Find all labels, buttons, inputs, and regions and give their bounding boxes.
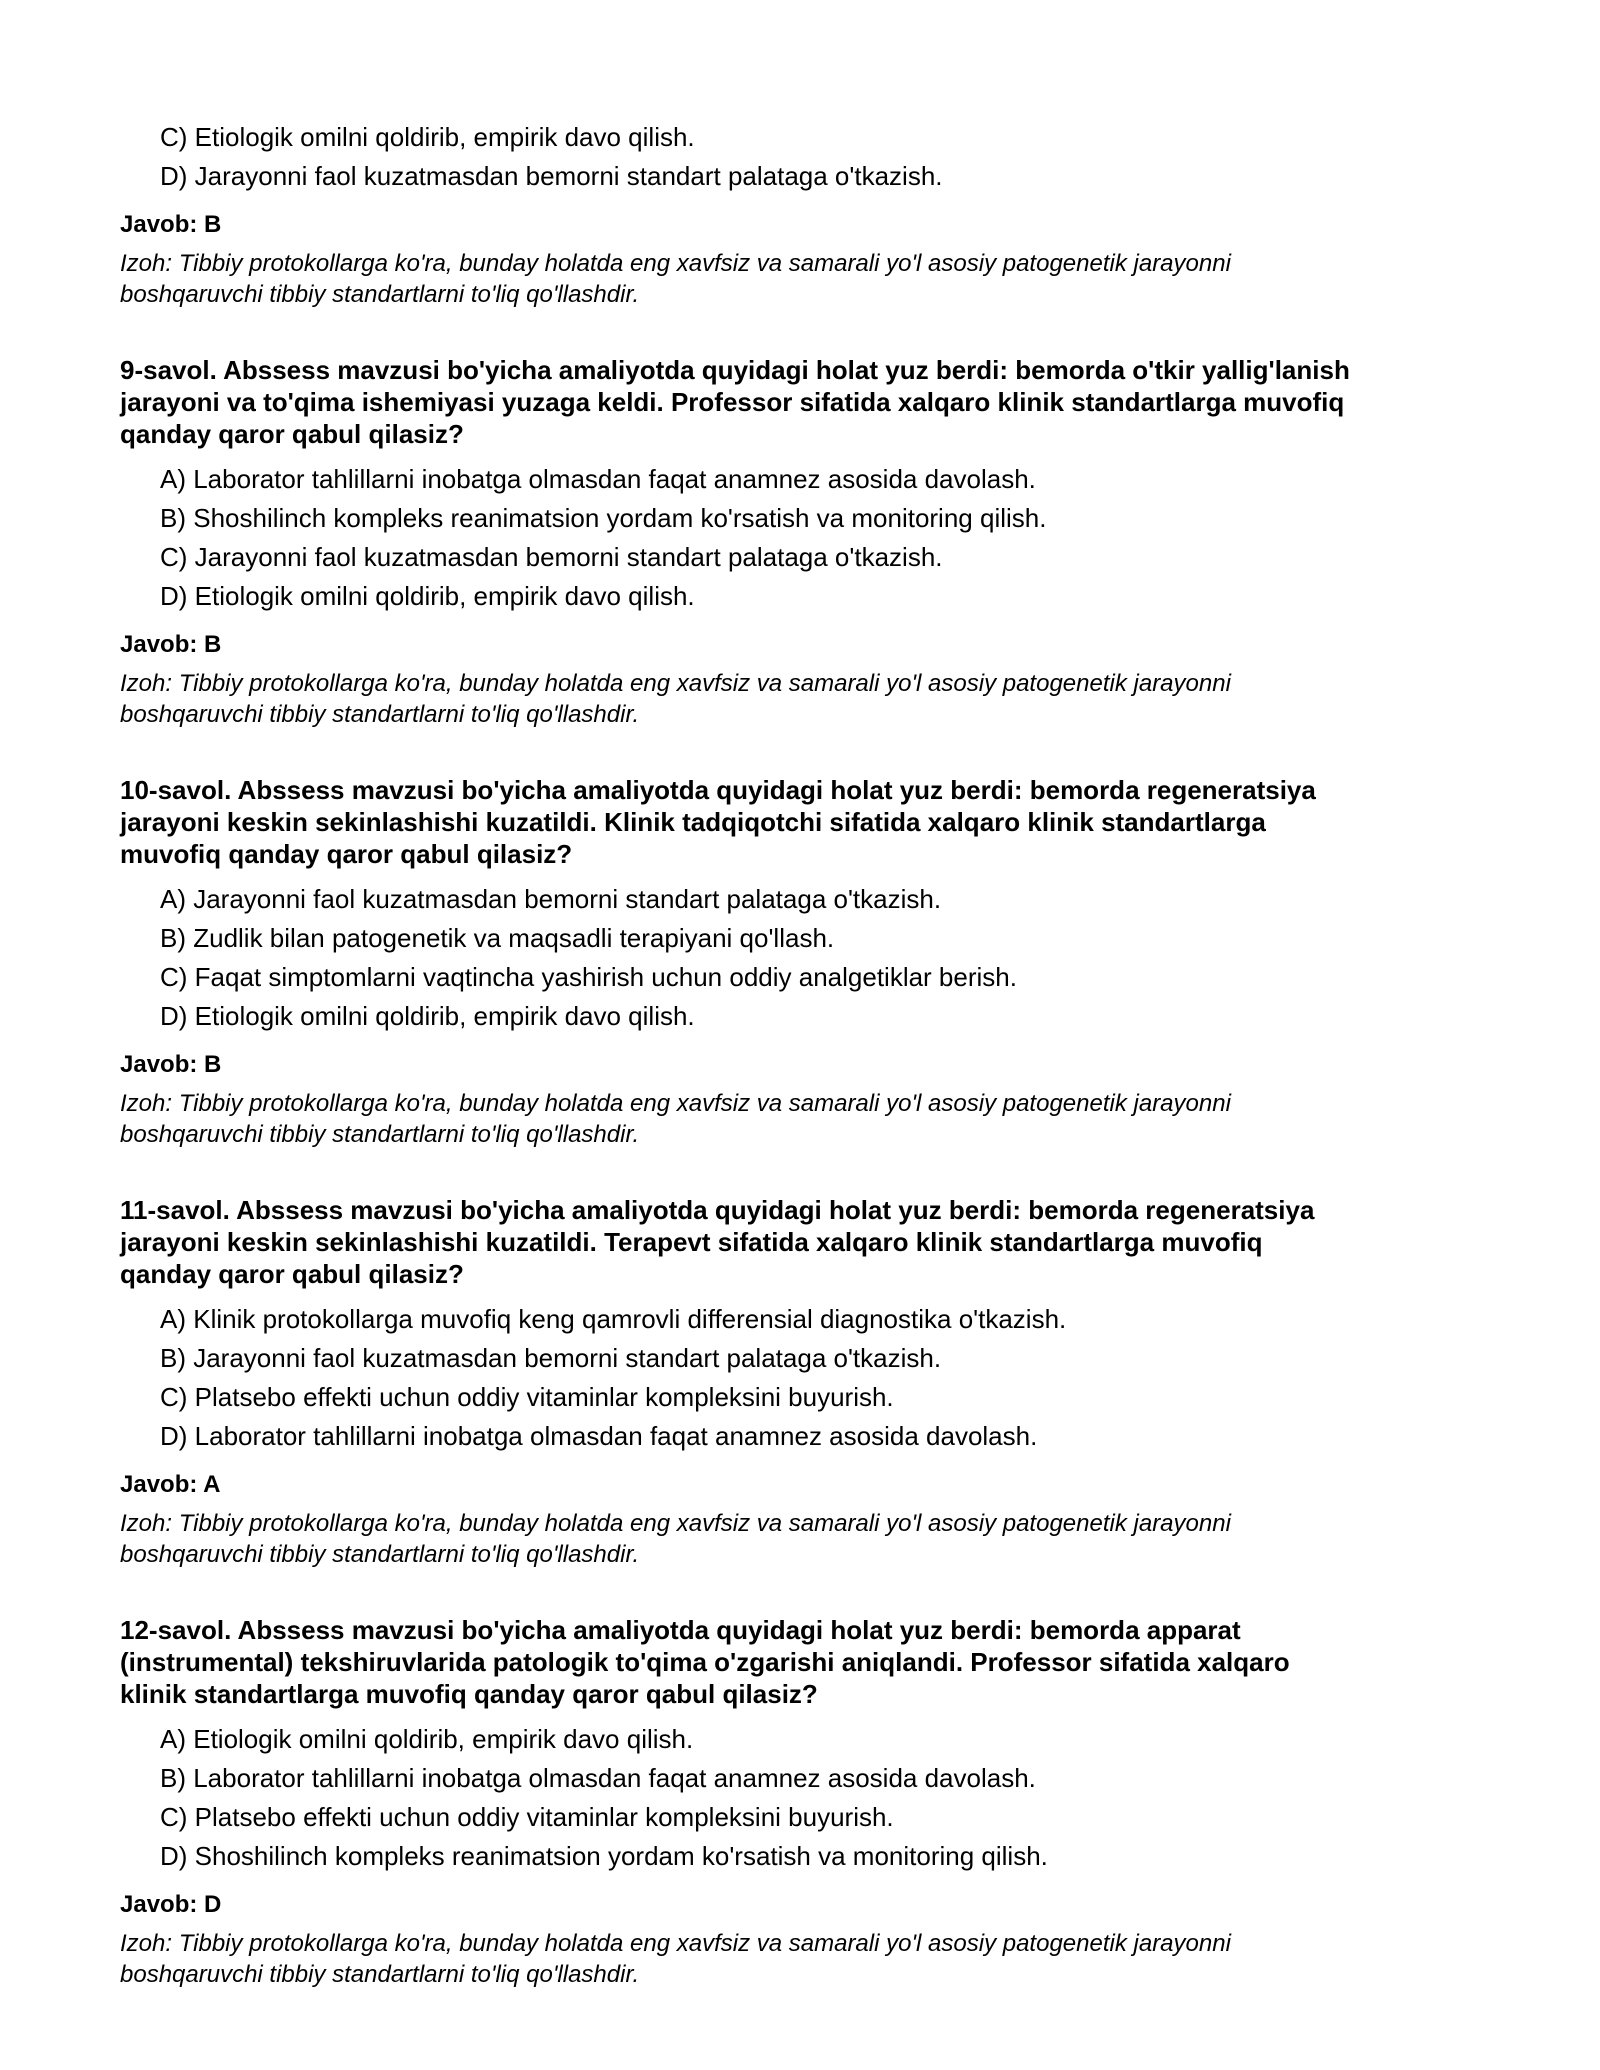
explanation — [120, 668, 1500, 730]
question-10 — [120, 774, 1500, 1150]
option-c: C) Platsebo effekti uchun oddiy vitaminlar kompleksini buyurish. — [160, 1802, 894, 1832]
explanation-line: boshqaruvchi tibbiy standartlarni to'liq qo'llashdir. — [120, 1961, 640, 1988]
option-a: A) Laborator tahlillarni inobatga olmasdan faqat anamnez asosida davolash. — [160, 464, 1036, 494]
question-line: 11-savol. Abssess mavzusi bo'yicha amaliyotda quyidagi holat yuz berdi: bemorda regeneratsiya — [120, 1195, 1315, 1225]
explanation-line: Izoh: Tibbiy protokollarga ko'ra, bunday holatda eng xavfsiz va samarali yo'l asosiy patogenetik jarayonni — [120, 670, 1231, 697]
options-list — [120, 460, 1500, 616]
document-page — [120, 0, 1500, 1990]
question-line: jarayoni keskin sekinlashishi kuzatildi. Klinik tadqiqotchi sifatida xalqaro klinik standartlarga — [120, 807, 1266, 837]
option-a: A) Klinik protokollarga muvofiq keng qamrovli differensial diagnostika o'tkazish. — [160, 1304, 1067, 1334]
option-d: D) Jarayonni faol kuzatmasdan bemorni standart palataga o'tkazish. — [160, 161, 943, 191]
question-text — [120, 1194, 1500, 1290]
explanation — [120, 1928, 1500, 1990]
question-line: 10-savol. Abssess mavzusi bo'yicha amaliyotda quyidagi holat yuz berdi: bemorda regeneratsiya — [120, 775, 1316, 805]
explanation-line: Izoh: Tibbiy protokollarga ko'ra, bunday holatda eng xavfsiz va samarali yo'l asosiy patogenetik jarayonni — [120, 1930, 1231, 1957]
explanation-line: boshqaruvchi tibbiy standartlarni to'liq qo'llashdir. — [120, 1541, 640, 1568]
explanation-line: Izoh: Tibbiy protokollarga ko'ra, bunday holatda eng xavfsiz va samarali yo'l asosiy patogenetik jarayonni — [120, 1510, 1231, 1537]
answer: Javob: B — [120, 631, 222, 658]
option-d: D) Shoshilinch kompleks reanimatsion yordam ko'rsatish va monitoring qilish. — [160, 1841, 1048, 1871]
question-text — [120, 774, 1500, 870]
question-line: (instrumental) tekshiruvlarida patologik to'qima o'zgarishi aniqlandi. Professor sifatida xalqaro — [120, 1647, 1290, 1677]
answer: Javob: B — [120, 1051, 222, 1078]
question-11 — [120, 1194, 1500, 1570]
option-d: D) Laborator tahlillarni inobatga olmasdan faqat anamnez asosida davolash. — [160, 1421, 1038, 1451]
option-c: C) Platsebo effekti uchun oddiy vitaminlar kompleksini buyurish. — [160, 1382, 894, 1412]
answer: Javob: D — [120, 1891, 222, 1918]
options-list — [120, 118, 1500, 196]
option-b: B) Laborator tahlillarni inobatga olmasdan faqat anamnez asosida davolash. — [160, 1763, 1036, 1793]
option-d: D) Etiologik omilni qoldirib, empirik davo qilish. — [160, 1001, 695, 1031]
option-a: A) Etiologik omilni qoldirib, empirik davo qilish. — [160, 1724, 694, 1754]
explanation-line: boshqaruvchi tibbiy standartlarni to'liq qo'llashdir. — [120, 281, 640, 308]
option-c: C) Jarayonni faol kuzatmasdan bemorni standart palataga o'tkazish. — [160, 542, 943, 572]
question-text — [120, 354, 1500, 450]
question-line: 12-savol. Abssess mavzusi bo'yicha amaliyotda quyidagi holat yuz berdi: bemorda apparat — [120, 1615, 1241, 1645]
question-line: qanday qaror qabul qilasiz? — [120, 419, 464, 449]
explanation — [120, 1508, 1500, 1570]
question-text — [120, 1614, 1500, 1710]
explanation-line: boshqaruvchi tibbiy standartlarni to'liq qo'llashdir. — [120, 1121, 640, 1148]
carryover-block — [120, 0, 1500, 310]
explanation — [120, 1088, 1500, 1150]
question-line: qanday qaror qabul qilasiz? — [120, 1259, 464, 1289]
question-9 — [120, 354, 1500, 730]
option-a: A) Jarayonni faol kuzatmasdan bemorni standart palataga o'tkazish. — [160, 884, 942, 914]
options-list — [120, 880, 1500, 1036]
explanation-line: Izoh: Tibbiy protokollarga ko'ra, bunday holatda eng xavfsiz va samarali yo'l asosiy patogenetik jarayonni — [120, 1090, 1231, 1117]
question-line: jarayoni va to'qima ishemiyasi yuzaga keldi. Professor sifatida xalqaro klinik standartlarga muvofiq — [120, 387, 1345, 417]
option-c: C) Faqat simptomlarni vaqtincha yashirish uchun oddiy analgetiklar berish. — [160, 962, 1017, 992]
option-d: D) Etiologik omilni qoldirib, empirik davo qilish. — [160, 581, 695, 611]
answer: Javob: A — [120, 1471, 221, 1498]
question-line: muvofiq qanday qaror qabul qilasiz? — [120, 839, 573, 869]
explanation-line: Izoh: Tibbiy protokollarga ko'ra, bunday holatda eng xavfsiz va samarali yo'l asosiy patogenetik jarayonni — [120, 250, 1231, 277]
question-line: jarayoni keskin sekinlashishi kuzatildi. Terapevt sifatida xalqaro klinik standartlarga muvofiq — [120, 1227, 1263, 1257]
option-b: B) Zudlik bilan patogenetik va maqsadli terapiyani qo'llash. — [160, 923, 835, 953]
option-b: B) Jarayonni faol kuzatmasdan bemorni standart palataga o'tkazish. — [160, 1343, 942, 1373]
explanation-line: boshqaruvchi tibbiy standartlarni to'liq qo'llashdir. — [120, 701, 640, 728]
question-12 — [120, 1614, 1500, 1990]
option-b: B) Shoshilinch kompleks reanimatsion yordam ko'rsatish va monitoring qilish. — [160, 503, 1047, 533]
question-line: klinik standartlarga muvofiq qanday qaror qabul qilasiz? — [120, 1679, 818, 1709]
options-list — [120, 1720, 1500, 1876]
option-c: C) Etiologik omilni qoldirib, empirik davo qilish. — [160, 122, 695, 152]
question-line: 9-savol. Abssess mavzusi bo'yicha amaliyotda quyidagi holat yuz berdi: bemorda o'tkir yallig'lanish — [120, 355, 1350, 385]
options-list — [120, 1300, 1500, 1456]
explanation — [120, 248, 1500, 310]
answer: Javob: B — [120, 211, 222, 238]
